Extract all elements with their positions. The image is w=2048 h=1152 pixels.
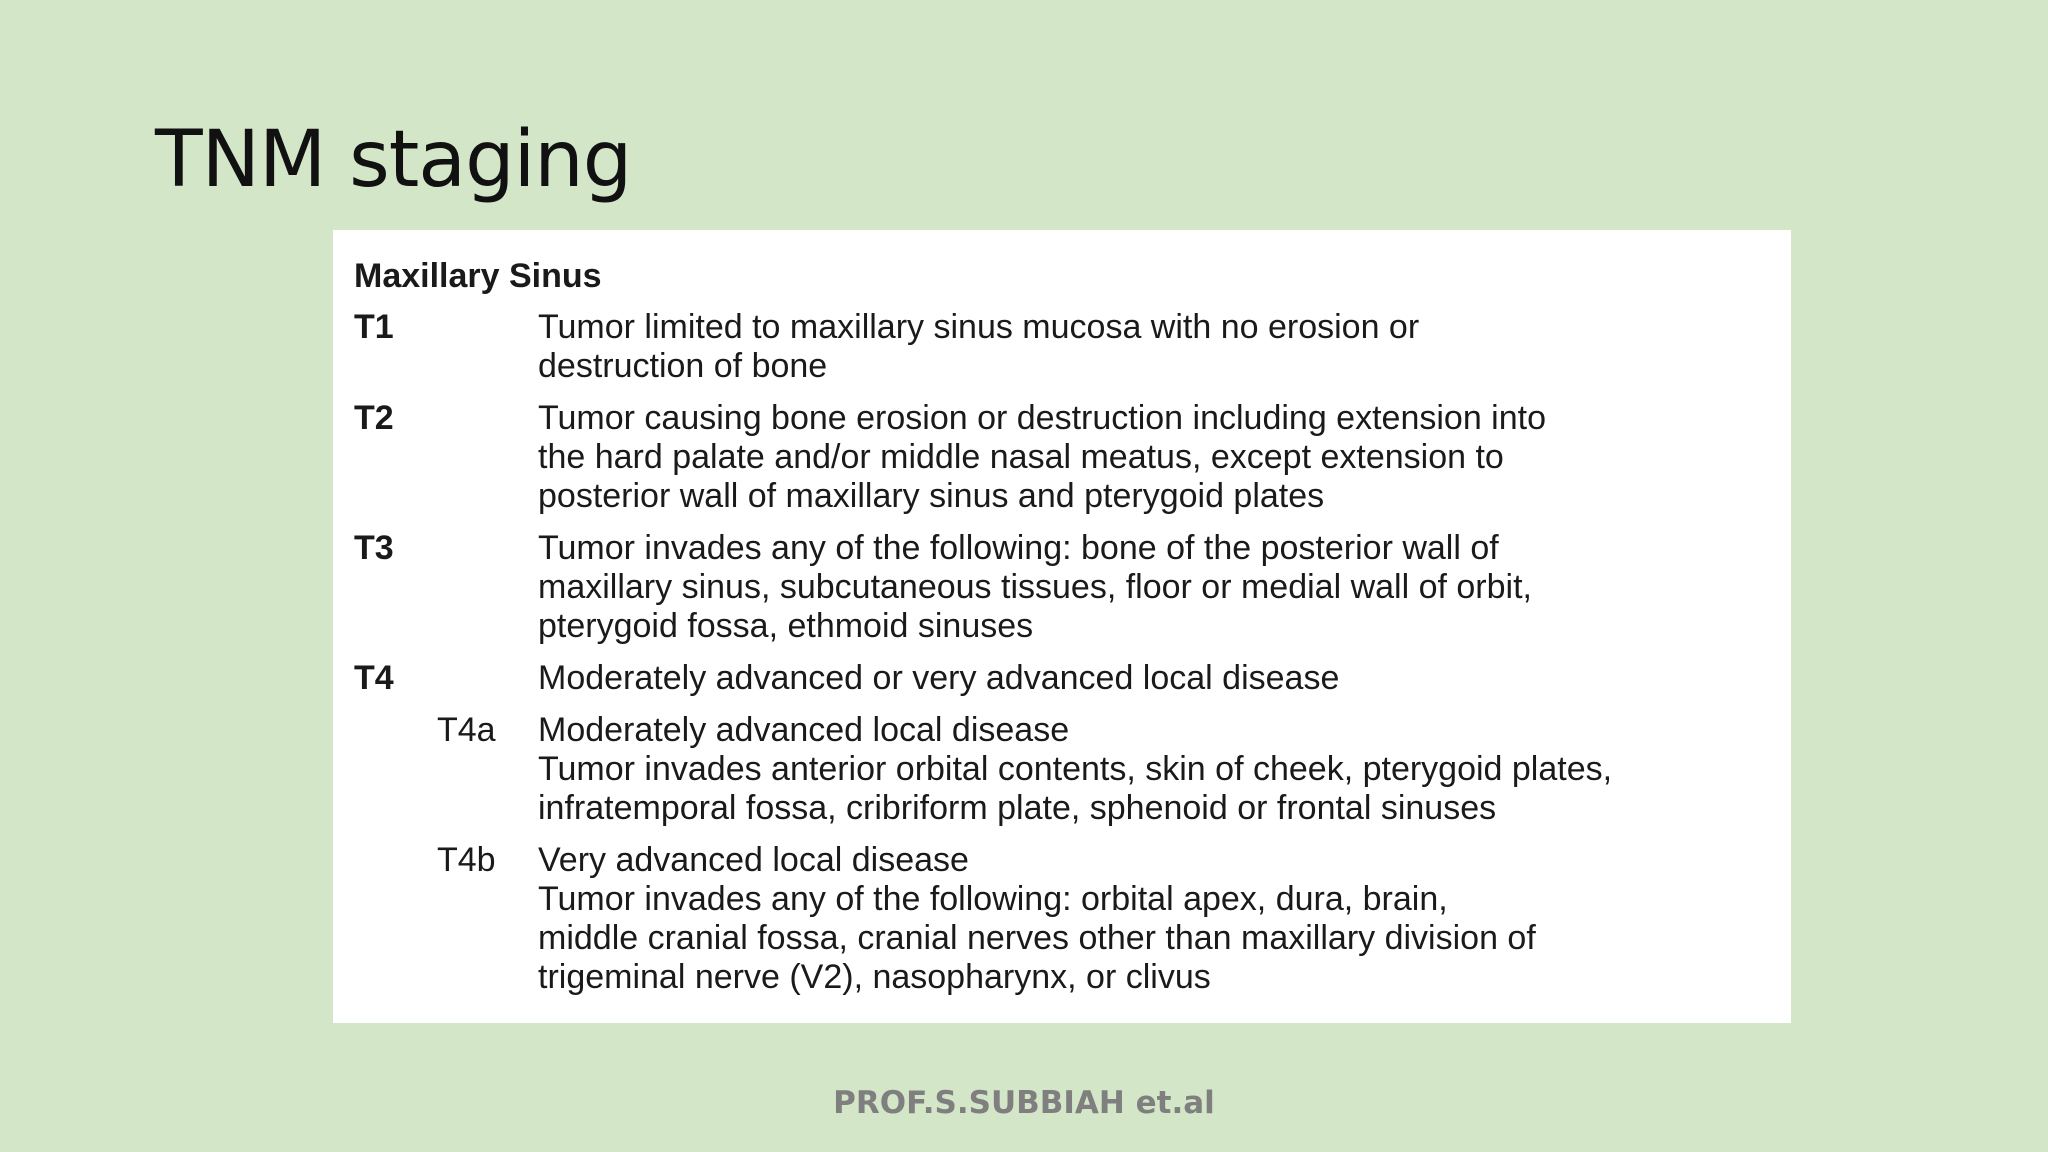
table-heading: Maxillary Sinus (354, 257, 602, 295)
description-line: trigeminal nerve (V2), nasopharynx, or clivus (538, 958, 1211, 996)
stage-description (538, 659, 1771, 698)
stage-code: T4 (354, 659, 394, 697)
stage-description (538, 841, 1771, 997)
description-line: Tumor invades anterior orbital contents, skin of cheek, pterygoid plates, (538, 750, 1613, 788)
stage-code: T1 (354, 308, 394, 346)
description-line: infratemporal fossa, cribriform plate, sphenoid or frontal sinuses (538, 789, 1497, 827)
stage-row-t3 (354, 529, 1771, 646)
stage-description (538, 711, 1771, 828)
slide-footer: PROF.S.SUBBIAH et.al (833, 1085, 1215, 1121)
stage-code: T3 (354, 529, 394, 567)
description-line: Tumor causing bone erosion or destruction including extension into (538, 399, 1546, 437)
description-line: middle cranial fossa, cranial nerves other than maxillary division of (538, 919, 1536, 957)
stage-description (538, 308, 1771, 386)
description-line: Moderately advanced or very advanced local disease (538, 659, 1340, 697)
description-line: maxillary sinus, subcutaneous tissues, floor or medial wall of orbit, (538, 568, 1532, 606)
stage-code: T2 (354, 399, 394, 437)
slide-title: TNM staging (155, 115, 632, 205)
description-line: destruction of bone (538, 347, 828, 385)
description-line: the hard palate and/or middle nasal meatus, except extension to (538, 438, 1504, 476)
description-line: Tumor invades any of the following: bone of the posterior wall of (538, 529, 1499, 567)
staging-table-image (333, 230, 1791, 1023)
stage-code: T4a (437, 711, 496, 749)
stage-row-t4b (354, 841, 1771, 997)
stage-code: T4b (437, 841, 496, 879)
stage-row-t4a (354, 711, 1771, 828)
description-line: pterygoid fossa, ethmoid sinuses (538, 607, 1034, 645)
description-line: Very advanced local disease (538, 841, 969, 879)
stage-description (538, 529, 1771, 646)
description-line: posterior wall of maxillary sinus and pterygoid plates (538, 477, 1325, 515)
stage-description (538, 399, 1771, 516)
description-line: Tumor limited to maxillary sinus mucosa with no erosion or (538, 308, 1420, 346)
stage-row-t4 (354, 659, 1771, 698)
stage-row-t2 (354, 399, 1771, 516)
stage-row-t1 (354, 308, 1771, 386)
description-line: Tumor invades any of the following: orbital apex, dura, brain, (538, 880, 1448, 918)
description-line: Moderately advanced local disease (538, 711, 1070, 749)
